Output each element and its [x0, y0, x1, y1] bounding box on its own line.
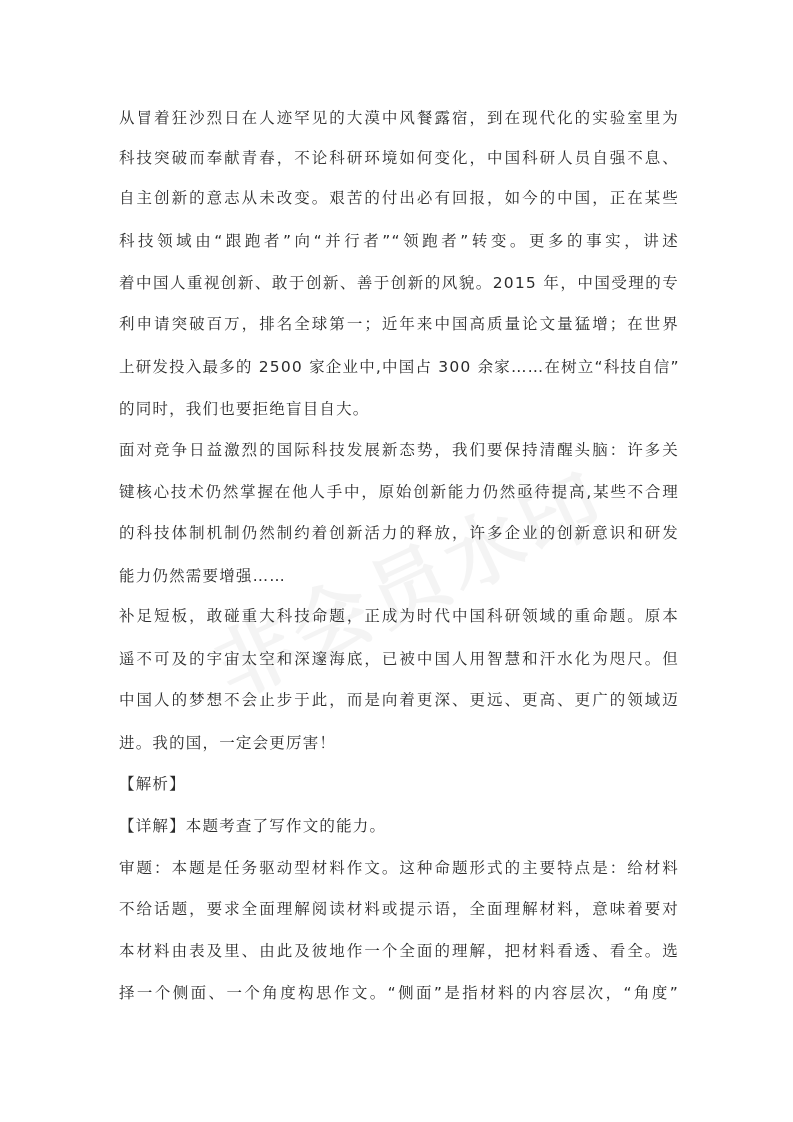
text-line: 上研发投入最多的 2500 家企业中,中国占 300 余家……在树立“科技自信” [119, 358, 680, 376]
text-line: 自主创新的意志从未改变。艰苦的付出必有回报，如今的中国，正在某些 [119, 189, 679, 207]
text-line: 本材料由表及里、由此及彼地作一个全面的理解，把材料看透、看全。选 [119, 942, 679, 960]
text-line: 的同时，我们也要拒绝盲目自大。 [119, 400, 370, 418]
text-line: 的科技体制机制仍然制约着创新活力的释放，许多企业的创新意识和研发 [119, 524, 679, 542]
text-line: 能力仍然需要增强…… [119, 567, 287, 585]
text-line: 利申请突破百万，排名全球第一；近年来中国高质量论文量猛增；在世界 [119, 315, 679, 333]
text-line: 科技突破而奉献青春，不论科研环境如何变化，中国科研人员自强不息、 [119, 149, 679, 167]
text-line: 补足短板，敢碰重大科技命题，正成为时代中国科研领域的重命题。原本 [119, 607, 679, 625]
text-line: 【详解】本题考查了写作文的能力。 [119, 817, 387, 835]
text-line: 中国人的梦想不会止步于此，而是向着更深、更远、更高、更广的领域迈 [119, 691, 679, 709]
text-line: 从冒着狂沙烈日在人迹罕见的大漠中风餐露宿，到在现代化的实验室里为 [119, 109, 679, 127]
text-line: 科技领域由“跟跑者”向“并行者”“领跑者”转变。更多的事实，讲述 [119, 232, 679, 250]
text-line: 择一个侧面、一个角度构思作文。“侧面”是指材料的内容层次，“角度” [119, 984, 679, 1002]
text-line: 进。我的国，一定会更厉害！ [119, 734, 337, 752]
text-line: 面对竞争日益激烈的国际科技发展新态势，我们要保持清醒头脑：许多关 [119, 441, 679, 459]
text-line: 遥不可及的宇宙太空和深邃海底，已被中国人用智慧和汗水化为咫尺。但 [119, 650, 679, 668]
text-line: 着中国人重视创新、敢于创新、善于创新的风貌。2015 年，中国受理的专 [119, 274, 679, 292]
text-line: 键核心技术仍然掌握在他人手中，原始创新能力仍然亟待提高,某些不合理 [119, 483, 679, 501]
text-line: 不给话题，要求全面理解阅读材料或提示语，全面理解材料，意味着要对 [119, 900, 679, 918]
text-line: 审题：本题是任务驱动型材料作文。这种命题形式的主要特点是：给材料 [119, 859, 679, 877]
section-heading: 【解析】 [119, 775, 186, 793]
